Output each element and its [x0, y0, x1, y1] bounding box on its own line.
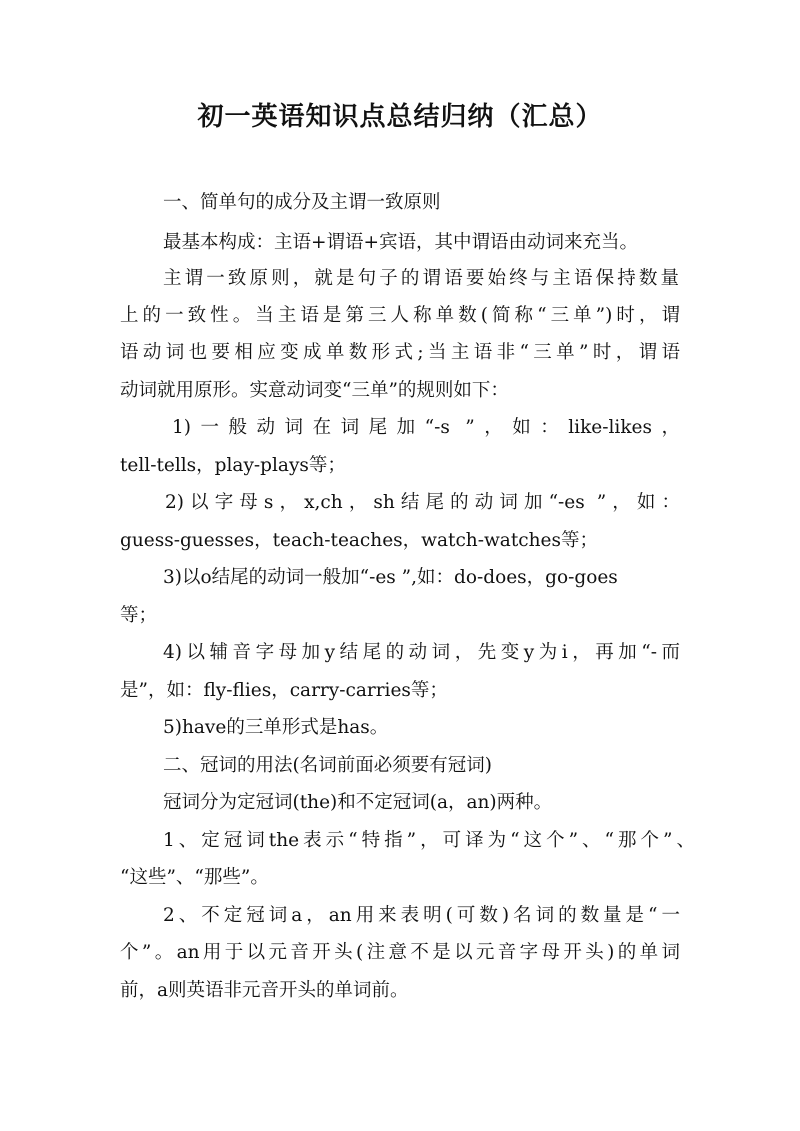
- text-line: 动词就用原形。实意动词变“三单”的规则如下：: [120, 380, 509, 401]
- text-line: 冠词分为定冠词(the)和不定冠词(a，an)两种。: [163, 792, 553, 813]
- text-line: guess-guesses，teach-teaches，watch-watches等；: [120, 530, 598, 551]
- text-line: 最基本构成：主语+谓语+宾语，其中谓语由动词来充当。: [163, 232, 639, 253]
- text-line: 2、不定冠词a，an用来表明(可数)名词的数量是“一: [163, 905, 680, 926]
- section-heading-1: 一、简单句的成分及主谓一致原则: [163, 192, 441, 213]
- text-line: 个”。an用于以元音开头(注意不是以元音字母开头)的单词: [120, 942, 680, 963]
- rule-item-1: 1)一般动词在词尾加“-s ”，如：like-likes，: [172, 417, 680, 438]
- text-line: 主谓一致原则，就是句子的谓语要始终与主语保持数量: [163, 268, 679, 289]
- text-line: 上的一致性。当主语是第三人称单数(简称“三单”)时，谓: [120, 305, 680, 326]
- rule-item-3: 3)以o结尾的动词一般加“-es ”,如：do-does，go-goes: [163, 567, 618, 588]
- text-line: 前，a则英语非元音开头的单词前。: [120, 980, 409, 1001]
- rule-item-2: 2)以字母s，x,ch，sh结尾的动词加“-es ”，如：: [165, 492, 680, 513]
- section-heading-2: 二、冠词的用法(名词前面必须要有冠词): [163, 755, 492, 776]
- text-line: “这些”、“那些”。: [120, 867, 269, 888]
- text-line: 等；: [120, 605, 158, 626]
- text-line: tell-tells，play-plays等；: [120, 455, 346, 476]
- text-line: 语动词也要相应变成单数形式;当主语非“三单”时，谓语: [120, 342, 680, 363]
- text-line: 1、定冠词the表示“特指”，可译为“这个”、“那个”、: [163, 830, 695, 851]
- text-line: 是”，如：fly-flies，carry-carries等；: [120, 680, 448, 701]
- rule-item-4: 4)以辅音字母加y结尾的动词，先变y为i，再加“-而: [163, 642, 680, 663]
- rule-item-5: 5)have的三单形式是has。: [163, 717, 389, 738]
- document-title: 初一英语知识点总结归纳（汇总）: [197, 102, 603, 132]
